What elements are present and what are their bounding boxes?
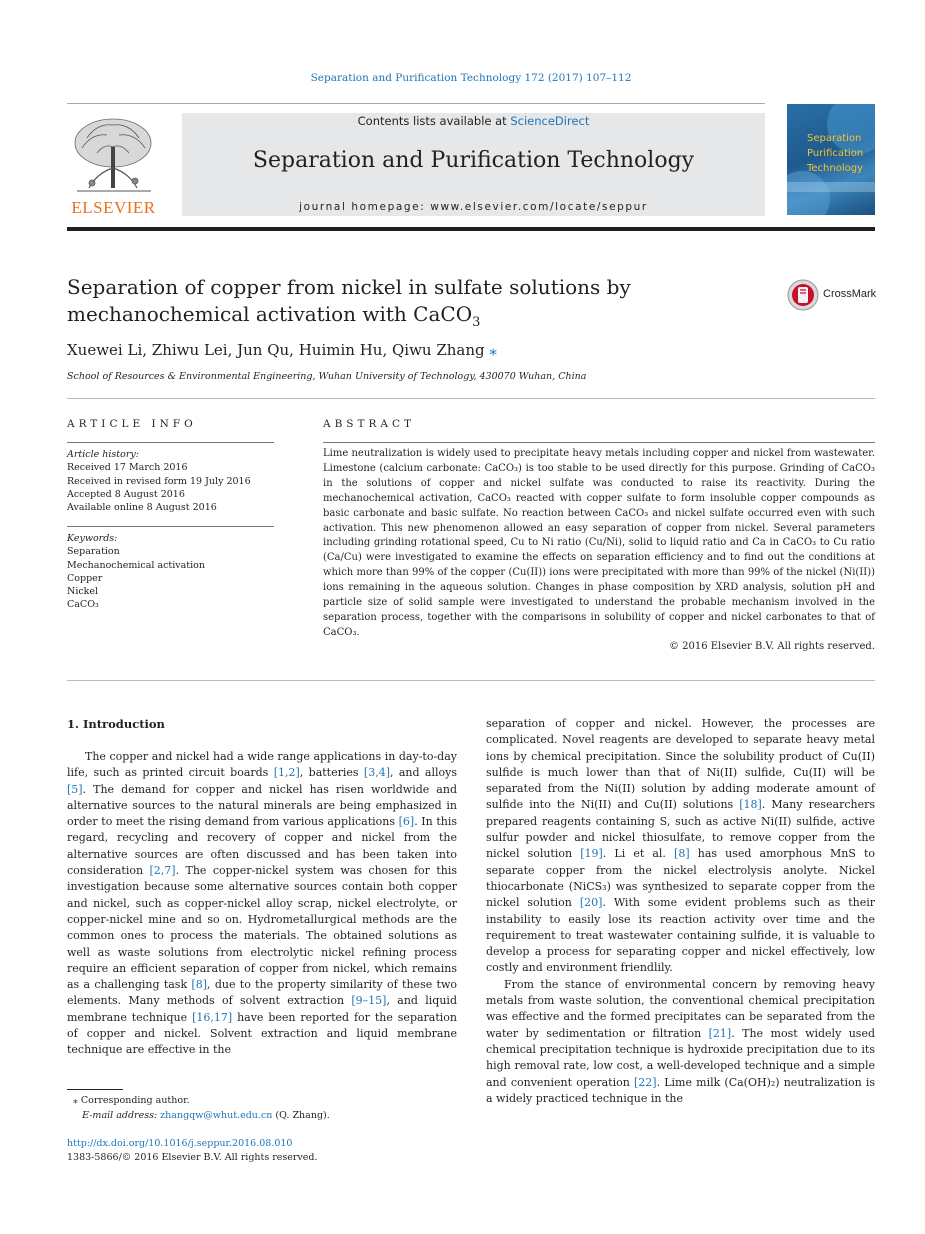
info-divider (67, 442, 274, 443)
corresponding-author-mark[interactable]: ⁎ (489, 341, 497, 359)
article-history (67, 448, 274, 514)
info-rule (67, 398, 875, 399)
body-text: , batteries (299, 766, 364, 780)
abstract-text: Lime neutralization is widely used to precipitate heavy metals including copper and nickel from wastewater. Limestone (calcium carbonate: CaCO₃) is too stable to be used directly for this purpose. Grinding of CaCO₃ in the solutions of copper and nickel sulfate was conducted to raise its reactivity. During the mechanochemical activation, CaCO₃ reacted with copper sulfate to form insoluble copper compounds as basic carbonate and basic sulfate. No reaction between CaCO₃ and nickel sulfate occurred even with such activation. This new phenomenon allowed an easy separation of copper from nickel. Several parameters including grinding rotational speed, Cu to Ni ratio (Cu/Ni), solid to liquid ratio and Ca in CaCO₃ to Cu ratio (Ca/Cu) were investigated to examine the effects on separation efficiency and to find out the conditions at which more than 99% of the copper (Cu(II)) ions were precipitated with more than 99% of the nickel (Ni(II)) ions remaining in the aqueous solution. Changes in phase composition by XRD analysis, solution pH and particle size of solid sample were investigated to understand the probable mechanism involved in the separation process, together with the comparisons in solubility of copper and nickel carbonates to that of CaCO₃. (323, 448, 875, 638)
authors-text: Xuewei Li, Zhiwu Lei, Jun Qu, Huimin Hu, Qiwu Zhang (67, 341, 485, 359)
keyword-item: Nickel (67, 586, 99, 598)
keywords (67, 532, 274, 612)
footnote-mark: ⁎ (73, 1095, 78, 1106)
paragraph (486, 977, 875, 1107)
affiliation: School of Resources & Environmental Engineering, Wuhan University of Technology, 430070 Wuhan, China (67, 371, 587, 382)
info-divider (67, 526, 274, 527)
email-suffix: (Q. Zhang). (275, 1109, 330, 1121)
citation-link[interactable]: [2,7] (149, 864, 176, 878)
introduction-heading: 1. Introduction (67, 717, 165, 731)
footnote (67, 1094, 457, 1123)
body-text: . The demand for copper and nickel has risen worldwide and alternative sources to the natural minerals are being emphasized in order to meet the rising demand from various applications (67, 782, 457, 829)
body-text: . In this regard, recycling and recovery of copper and nickel from the alternative sources are often discussed and has been taken into consideration (67, 815, 457, 878)
body-text: have been reported for the separation of copper and nickel. Solvent extraction and liquid membrane technique are effective in the (67, 1010, 458, 1057)
body-text: . The copper-nickel system was chosen for this investigation because some alternative sources contain both copper and nickel, such as copper-nickel alloy scrap, nickel electrolyte, or copper-nickel mine and so on. Hydrometallurgical methods are the common ones to process the materials. The obtained solutions as well as waste solutions from electrolytic nickel refining process require an efficient separation of copper from nickel, which remains as a challenging task (67, 864, 457, 992)
body-text: has used amorphous MnS to separate copper from the nickel electrolysis anolyte. Nickel thiocarbonate (NiCS₃) was synthesized to separate copper from the nickel solution (486, 847, 875, 910)
citation-link[interactable]: [22] (633, 1075, 657, 1089)
cover-title-line: Purification (807, 148, 864, 159)
keyword-item: Copper (67, 572, 103, 584)
body-text: , and alloys (390, 766, 458, 780)
body-text: . Li et al. (602, 847, 675, 861)
journal-cover-image[interactable] (787, 104, 875, 215)
keyword-item: Separation (67, 546, 120, 558)
email-label: E-mail address: (82, 1109, 158, 1121)
email-link[interactable]: zhangqw@whut.edu.cn (160, 1109, 273, 1121)
journal-reference[interactable]: Separation and Purification Technology 172 (2017) 107–112 (310, 72, 632, 84)
abstract-bottom-rule (67, 680, 875, 681)
issn-line: 1383-5866/© 2016 Elsevier B.V. All rights reserved. (67, 1152, 318, 1163)
header-rule (67, 103, 765, 104)
sciencedirect-link[interactable]: ScienceDirect (510, 114, 590, 128)
intro-left-column (67, 749, 457, 1059)
keywords-label: Keywords: (67, 533, 118, 544)
footnote-rule (67, 1089, 123, 1090)
abstract-copyright: © 2016 Elsevier B.V. All rights reserved. (668, 641, 875, 652)
citation-link[interactable]: [19] (580, 847, 603, 861)
body-text: separation of copper and nickel. However, the processes are complicated. Novel reagents are developed to separate heavy metal ions by chemical precipitation. Since the solubility product of Cu(II) sulfide is much lower than that of Ni(II) sulfide, Cu(II) will be separated from the Ni(II) solution by adding moderate amount of sulfide into the Ni(II) and Cu(II) solutions (486, 717, 875, 812)
article-title-line (67, 301, 767, 336)
history-item: Received 17 March 2016 (67, 462, 188, 474)
citation-link[interactable]: [9–15] (351, 994, 387, 1008)
elsevier-wordmark: ELSEVIER (71, 198, 156, 217)
author-list (67, 341, 497, 359)
citation-link[interactable]: [16,17] (192, 1010, 233, 1024)
journal-title: Separation and Purification Technology (252, 148, 695, 173)
citation-link[interactable]: [3,4] (363, 766, 390, 780)
abstract-heading: ABSTRACT (323, 418, 416, 430)
body-text: . The most widely used chemical precipitation technique is hydroxide precipitation due to its high removal rate, low cost, a well-developed technique and a simple and convenient operation (486, 1026, 876, 1089)
citation-link[interactable]: [18] (739, 798, 762, 812)
history-item: Received in revised form 19 July 2016 (67, 475, 251, 487)
keyword-item: Mechanochemical activation (67, 559, 206, 571)
cover-title-line: Separation (807, 133, 862, 144)
citation-link[interactable]: [5] (67, 782, 83, 796)
cover-title (787, 131, 875, 176)
contents-line (182, 114, 765, 128)
article-title-line: Separation of copper from nickel in sulfate solutions by (67, 275, 631, 299)
contents-prefix: Contents lists available at (357, 114, 511, 128)
paragraph (486, 716, 875, 977)
title-subscript: 3 (472, 315, 481, 330)
body-text: , due to the property similarity of these two elements. Many methods of solvent extraction (67, 978, 457, 1008)
email-line (67, 1109, 457, 1124)
corresponding-author-note (67, 1094, 457, 1109)
crossmark-label[interactable]: CrossMark (823, 288, 877, 300)
title-text: mechanochemical activation with CaCO (67, 302, 473, 326)
citation-link[interactable]: [20] (579, 896, 603, 910)
body-text: . With some evident problems such as their instability to easily lose its reaction activity over time and the requirement to treat wastewater containing sulfide, it is valuable to develop a process for separating copper and nickel effectively, low costly and environment friendlily. (486, 896, 875, 975)
body-text: From the stance of environmental concern by removing heavy metals from waste solution, the conventional chemical precipitation was effective and the formed precipitates can be separated from the water by sedimentation or filtration (486, 977, 875, 1040)
body-text: . Lime milk (Ca(OH)₂) neutralization is a widely practiced technique in the (486, 1075, 875, 1105)
citation-link[interactable]: [1,2] (273, 766, 300, 780)
article-title (67, 274, 767, 336)
citation-link[interactable]: [6] (398, 815, 415, 829)
keyword-item: CaCO₃ (67, 599, 99, 611)
abstract-divider (323, 442, 875, 443)
body-text: , and liquid membrane technique (67, 994, 457, 1024)
header-thick-rule (67, 227, 875, 231)
body-text: . Many researchers prepared reagents containing S, such as active Ni(II) sulfide, active sulfur powder and nickel thiosulfate, to remove copper from the nickel solution (486, 798, 875, 861)
history-item: Accepted 8 August 2016 (67, 488, 185, 500)
article-info-heading: ARTICLE INFO (67, 418, 197, 430)
history-item: Available online 8 August 2016 (67, 502, 217, 514)
corresponding-text: Corresponding author. (80, 1095, 190, 1106)
citation-link[interactable]: [8] (674, 847, 690, 861)
intro-right-column (486, 716, 875, 1107)
citation-link[interactable]: [8] (191, 978, 208, 992)
citation-link[interactable]: [21] (708, 1026, 732, 1040)
doi-block (67, 1137, 318, 1165)
history-label: Article history: (67, 449, 139, 460)
crossmark-icon[interactable] (787, 279, 821, 311)
journal-homepage[interactable]: journal homepage: www.elsevier.com/locate/seppur (299, 201, 648, 213)
doi-link[interactable]: http://dx.doi.org/10.1016/j.seppur.2016.08.010 (67, 1138, 293, 1149)
cover-title-line: Technology (807, 163, 864, 174)
body-text: The copper and nickel had a wide range applications in day-to-day life, such as printed circuit boards (67, 750, 457, 780)
